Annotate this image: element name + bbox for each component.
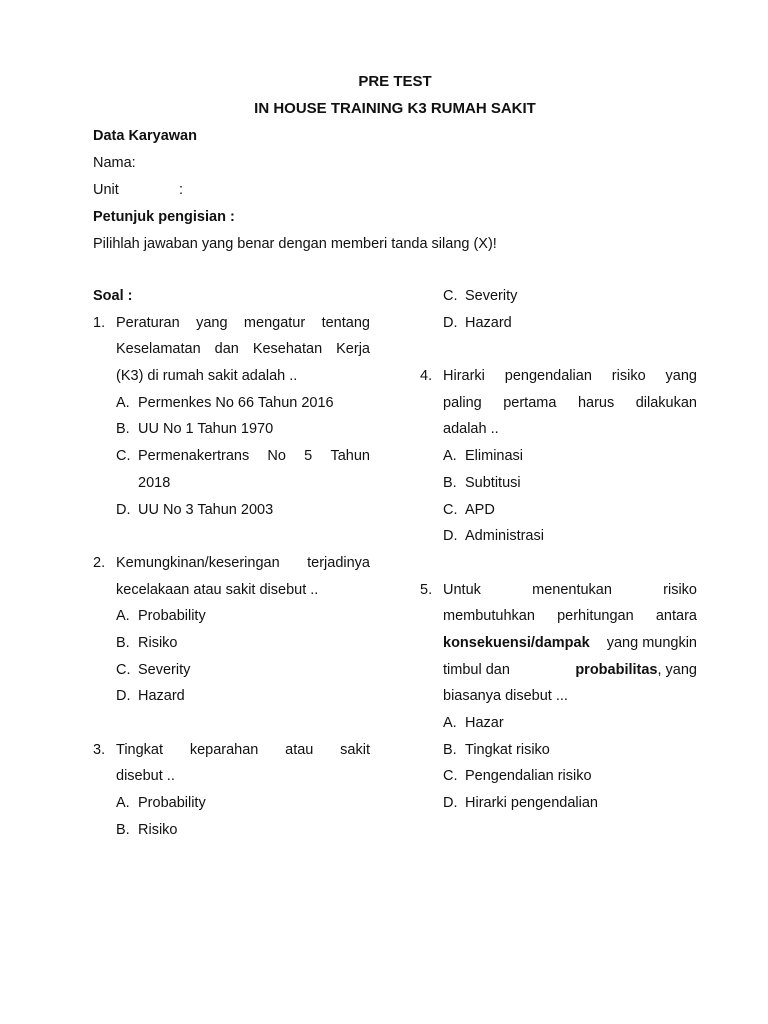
question-text-line: paling pertama harus dilakukan	[443, 394, 697, 411]
bold-term-consequence: konsekuensi/dampak	[443, 634, 590, 651]
question-text-line: Kemungkinan/keseringan terjadinya	[116, 554, 370, 571]
question-text-line: disebut ..	[116, 768, 175, 785]
option-c[interactable]: C. Severity	[93, 657, 370, 684]
option-b[interactable]: B. Tingkat risiko	[420, 737, 697, 764]
option-a[interactable]: A. Probability	[93, 790, 370, 817]
question-number: 3.	[93, 741, 106, 758]
option-text: Hirarki pengendalian	[465, 795, 598, 812]
option-d[interactable]: D. Administrasi	[420, 523, 697, 550]
option-text: Hazard	[465, 314, 512, 331]
unit-field	[93, 180, 293, 200]
option-text: Severity	[465, 288, 518, 304]
question-3-continued	[420, 283, 697, 336]
option-text: UU No 1 Tahun 1970	[138, 421, 274, 438]
option-text: Administrasi	[465, 528, 544, 545]
option-text: Subtitusi	[465, 474, 521, 491]
left-column	[93, 283, 370, 843]
question-1	[93, 310, 370, 524]
question-text-line: biasanya disebut ...	[443, 688, 568, 705]
option-d[interactable]: D. Hazard	[93, 683, 370, 710]
option-text: Risiko	[138, 821, 178, 838]
question-text-line: adalah ..	[443, 421, 499, 438]
option-d[interactable]: D. Hirarki pengendalian	[420, 790, 697, 817]
option-text: Hazar	[465, 715, 504, 731]
question-text-line: (K3) di rumah sakit adalah ..	[116, 368, 298, 385]
question-3	[93, 737, 370, 844]
employee-data-heading: Data Karyawan	[93, 128, 197, 144]
option-a[interactable]: A. Eliminasi	[420, 443, 697, 470]
question-text-line: konsekuensi/dampak yang mungkin	[443, 630, 697, 657]
option-text: Hazard	[138, 688, 185, 705]
right-column	[420, 283, 697, 817]
question-number: 2.	[93, 554, 106, 571]
option-text: Probability	[138, 608, 206, 625]
option-text: UU No 3 Tahun 2003	[138, 501, 274, 518]
question-text-line: Hirarki pengendalian risiko yang	[443, 368, 697, 385]
option-d[interactable]: D. Hazard	[420, 310, 697, 337]
option-text: APD	[465, 501, 495, 518]
question-text-line: membutuhkan perhitungan antara	[443, 608, 697, 625]
instructions-heading: Petunjuk pengisian :	[93, 209, 235, 225]
question-text-line: Untuk menentukan risiko	[443, 581, 697, 598]
question-text-line: Peraturan yang mengatur tentang	[116, 314, 370, 331]
instructions-text: Pilihlah jawaban yang benar dengan memberi tanda silang (X)!	[93, 236, 497, 252]
option-text: Probability	[138, 795, 206, 812]
question-text-line: Keselamatan dan Kesehatan Kerja	[116, 341, 370, 358]
option-text: Permenkes No 66 Tahun 2016	[138, 394, 334, 411]
question-4	[420, 363, 697, 550]
document-title: PRE TEST	[358, 73, 432, 90]
unit-label: Unit	[93, 182, 119, 198]
option-a[interactable]: A. Probability	[93, 603, 370, 630]
option-b[interactable]: B. Risiko	[93, 630, 370, 657]
option-d[interactable]: D. UU No 3 Tahun 2003	[93, 497, 370, 524]
option-a[interactable]: A. Hazar	[420, 710, 697, 737]
document-subtitle: IN HOUSE TRAINING K3 RUMAH SAKIT	[254, 100, 536, 117]
option-c[interactable]: C. Permenakertrans No 5 Tahun	[93, 443, 370, 470]
option-c[interactable]: C. Severity	[420, 283, 697, 310]
name-label: Nama:	[93, 155, 136, 171]
bold-term-probability: probabilitas	[575, 661, 658, 678]
question-number: 4.	[420, 368, 433, 385]
question-text-line: Tingkat keparahan atau sakit	[116, 741, 370, 758]
question-number: 1.	[93, 314, 106, 331]
option-text: Pengendalian risiko	[465, 768, 592, 785]
questions-heading: Soal :	[93, 288, 133, 304]
option-b[interactable]: B. Risiko	[93, 817, 370, 844]
option-text: Eliminasi	[465, 448, 524, 465]
option-a[interactable]: A. Permenkes No 66 Tahun 2016	[93, 390, 370, 417]
option-b[interactable]: B. Subtitusi	[420, 470, 697, 497]
question-text-line: kecelakaan atau sakit disebut ..	[116, 581, 319, 598]
option-text-continuation: 2018	[138, 474, 171, 491]
question-5	[420, 577, 697, 817]
question-number: 5.	[420, 581, 433, 598]
option-text: Severity	[138, 661, 191, 678]
option-b[interactable]: B. UU No 1 Tahun 1970	[93, 416, 370, 443]
option-text: Risiko	[138, 634, 178, 651]
question-2	[93, 550, 370, 710]
question-text-line: timbul dan probabilitas, yang	[443, 661, 697, 678]
unit-colon: :	[179, 182, 184, 198]
option-text: Tingkat risiko	[465, 741, 550, 758]
option-c[interactable]: C. Pengendalian risiko	[420, 763, 697, 790]
option-text: Permenakertrans No 5 Tahun	[138, 448, 370, 465]
option-c[interactable]: C. APD	[420, 497, 697, 524]
